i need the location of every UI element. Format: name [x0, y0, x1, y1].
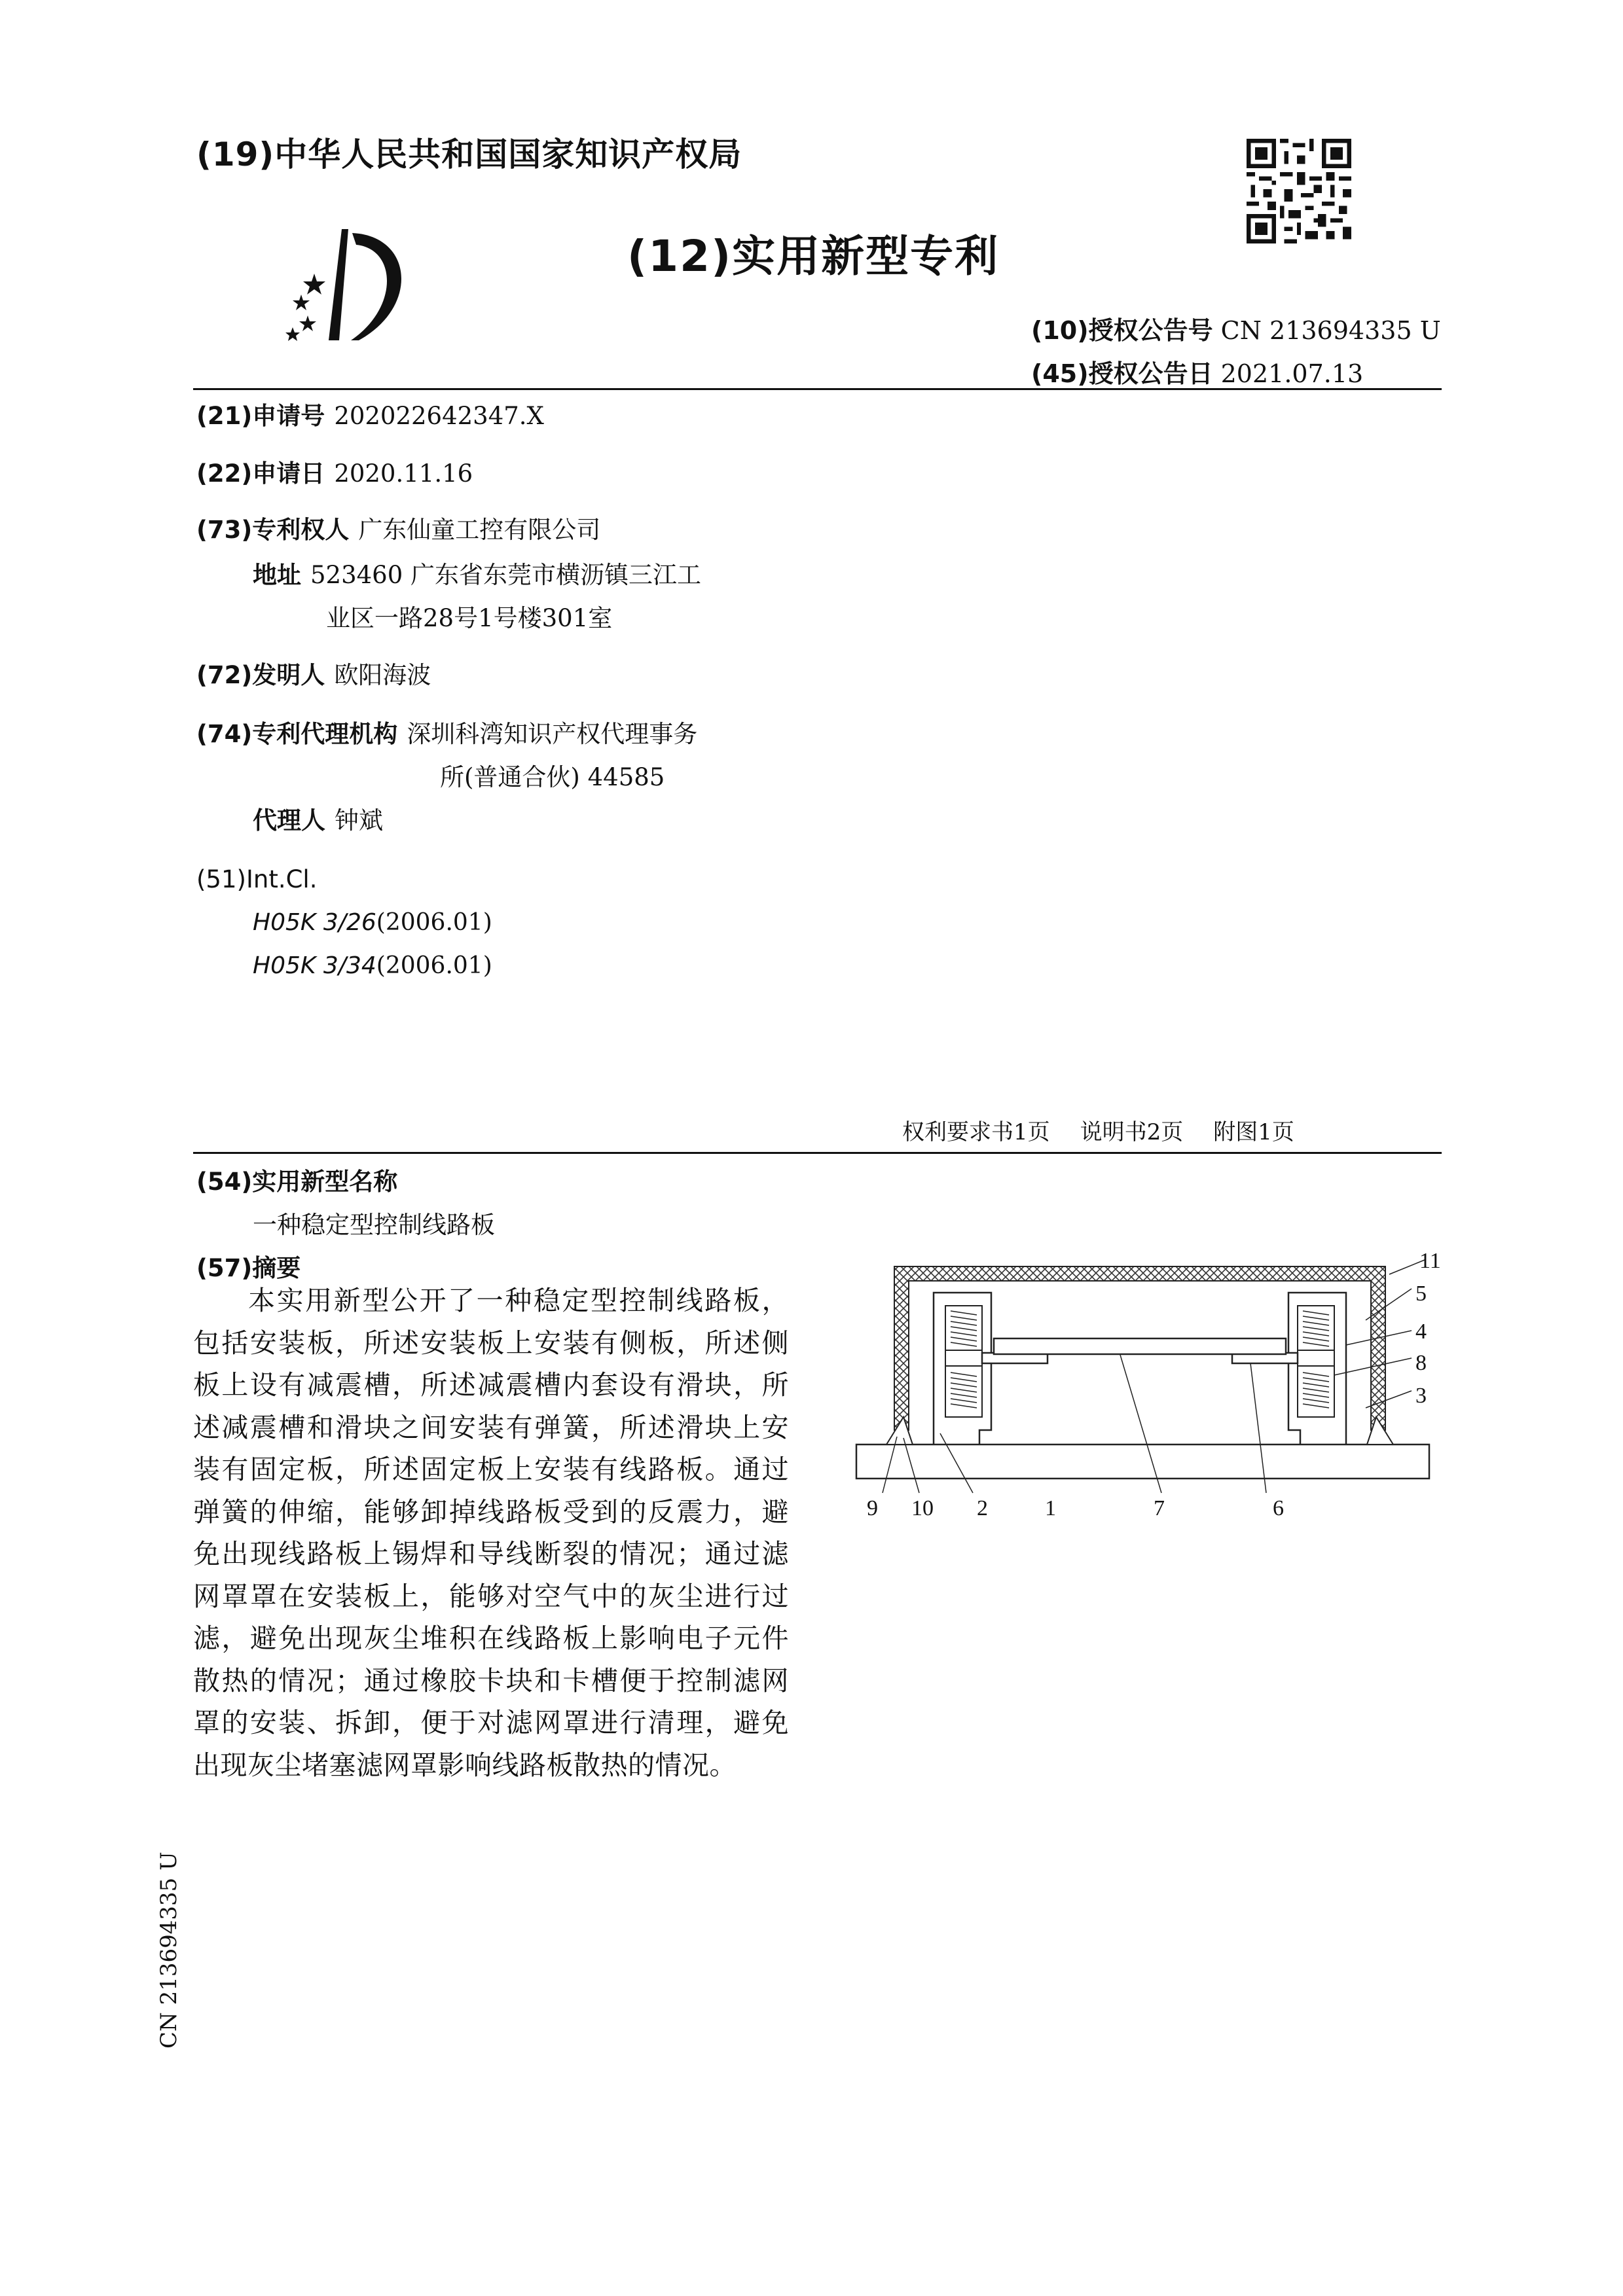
address — [253, 560, 701, 591]
publication-number-label: (10)授权公告号 — [1031, 316, 1213, 345]
label-10: 10 — [911, 1496, 934, 1520]
abstract-text: 本实用新型公开了一种稳定型控制线路板，包括安装板，所述安装板上安装有侧板，所述侧板上设有减震槽，所述减震槽内套设有滑块，所述减震槽和滑块之间安装有弹簧，所述滑块上安装有固定板，所述固定板上安装有线路板。通过弹簧的伸缩，能够卸掉线路板受到的反震力，避免出现线路板上锡焊和导线断裂的情况；通过滤网罩罩在安装板上，能够对空气中的灰尘进行过滤，避免出现灰尘堆积在线路板上影响电子元件散热的情况；通过橡胶卡块和卡槽便于控制滤网罩的安装、拆卸，便于对滤网罩进行清理，避免出现灰尘堵塞滤网罩影响线路板散热的情况。 — [193, 1285, 789, 1781]
publication-date-value: 2021.07.13 — [1220, 359, 1364, 388]
publication-date-label: (45)授权公告日 — [1031, 359, 1213, 388]
header-rule — [193, 388, 1442, 390]
ipc-code: H05K 3/34 — [253, 952, 376, 979]
side-publication-number: CN 213694335 U — [156, 1852, 182, 2049]
abstract-figure — [848, 1253, 1484, 1541]
address-label: 地址 — [253, 561, 301, 589]
inventor — [196, 660, 431, 691]
agent — [253, 805, 383, 836]
fixed-plate-and-board — [982, 1338, 1298, 1363]
ipc-entry — [253, 950, 492, 982]
patentee-value: 广东仙童工控有限公司 — [358, 516, 601, 544]
label-2: 2 — [977, 1496, 988, 1520]
agent-label: 代理人 — [253, 806, 325, 834]
intcl-label-text: (51)Int.Cl. — [196, 865, 318, 893]
agency-line-1: 深圳科湾知识产权代理事务 — [407, 720, 698, 748]
ipc-entry — [253, 907, 492, 939]
office-name: (19)中华人民共和国国家知识产权局 — [196, 135, 742, 173]
application-date-value: 2020.11.16 — [334, 459, 473, 488]
drawing-pages: 附图1页 — [1213, 1119, 1294, 1145]
label-4: 4 — [1415, 1319, 1427, 1344]
abstract-label-text: (57)摘要 — [196, 1254, 301, 1282]
application-number-value: 202022642347.X — [334, 402, 544, 430]
application-date — [196, 458, 473, 490]
title-label — [196, 1166, 397, 1198]
label-9: 9 — [867, 1496, 878, 1520]
label-5: 5 — [1415, 1282, 1427, 1306]
page-counts — [902, 1114, 1294, 1146]
address-line-1: 523460 广东省东莞市横沥镇三江工 — [310, 561, 702, 589]
claims-pages: 权利要求书1页 — [902, 1119, 1050, 1145]
patentee-label: (73)专利权人 — [196, 516, 350, 544]
label-7: 7 — [1154, 1496, 1165, 1520]
application-number-label: (21)申请号 — [196, 402, 325, 430]
section-rule — [193, 1152, 1442, 1154]
document-type: (12)实用新型专利 — [627, 231, 1000, 281]
agency — [196, 719, 697, 750]
mounting-plate — [856, 1444, 1429, 1479]
inventor-label: (72)发明人 — [196, 661, 325, 689]
agency-label: (74)专利代理机构 — [196, 720, 398, 748]
label-1: 1 — [1045, 1496, 1056, 1520]
label-6: 6 — [1273, 1496, 1284, 1520]
address-line-2: 业区一路28号1号楼301室 — [326, 604, 613, 632]
utility-model-title: 一种稳定型控制线路板 — [253, 1211, 495, 1239]
cnipa-logo — [268, 223, 426, 347]
label-8: 8 — [1415, 1351, 1427, 1375]
intcl-label — [196, 864, 317, 895]
title-label-text: (54)实用新型名称 — [196, 1168, 398, 1196]
publication-number-value: CN 213694335 U — [1220, 316, 1441, 345]
application-date-label: (22)申请日 — [196, 459, 325, 488]
agency-line-2: 所(普通合伙) 44585 — [440, 763, 665, 791]
label-11: 11 — [1419, 1253, 1441, 1273]
ipc-code: H05K 3/26 — [253, 909, 376, 936]
publication-number — [1031, 310, 1441, 346]
patentee — [196, 514, 600, 546]
qr-code — [1247, 139, 1351, 243]
description-pages: 说明书2页 — [1080, 1119, 1184, 1145]
ipc-date: (2006.01) — [376, 909, 492, 936]
agent-value: 钟斌 — [335, 806, 383, 834]
ipc-date: (2006.01) — [376, 952, 492, 979]
application-number — [196, 401, 544, 432]
publication-date — [1031, 353, 1363, 389]
label-3: 3 — [1415, 1384, 1427, 1408]
inventor-value: 欧阳海波 — [334, 661, 431, 689]
